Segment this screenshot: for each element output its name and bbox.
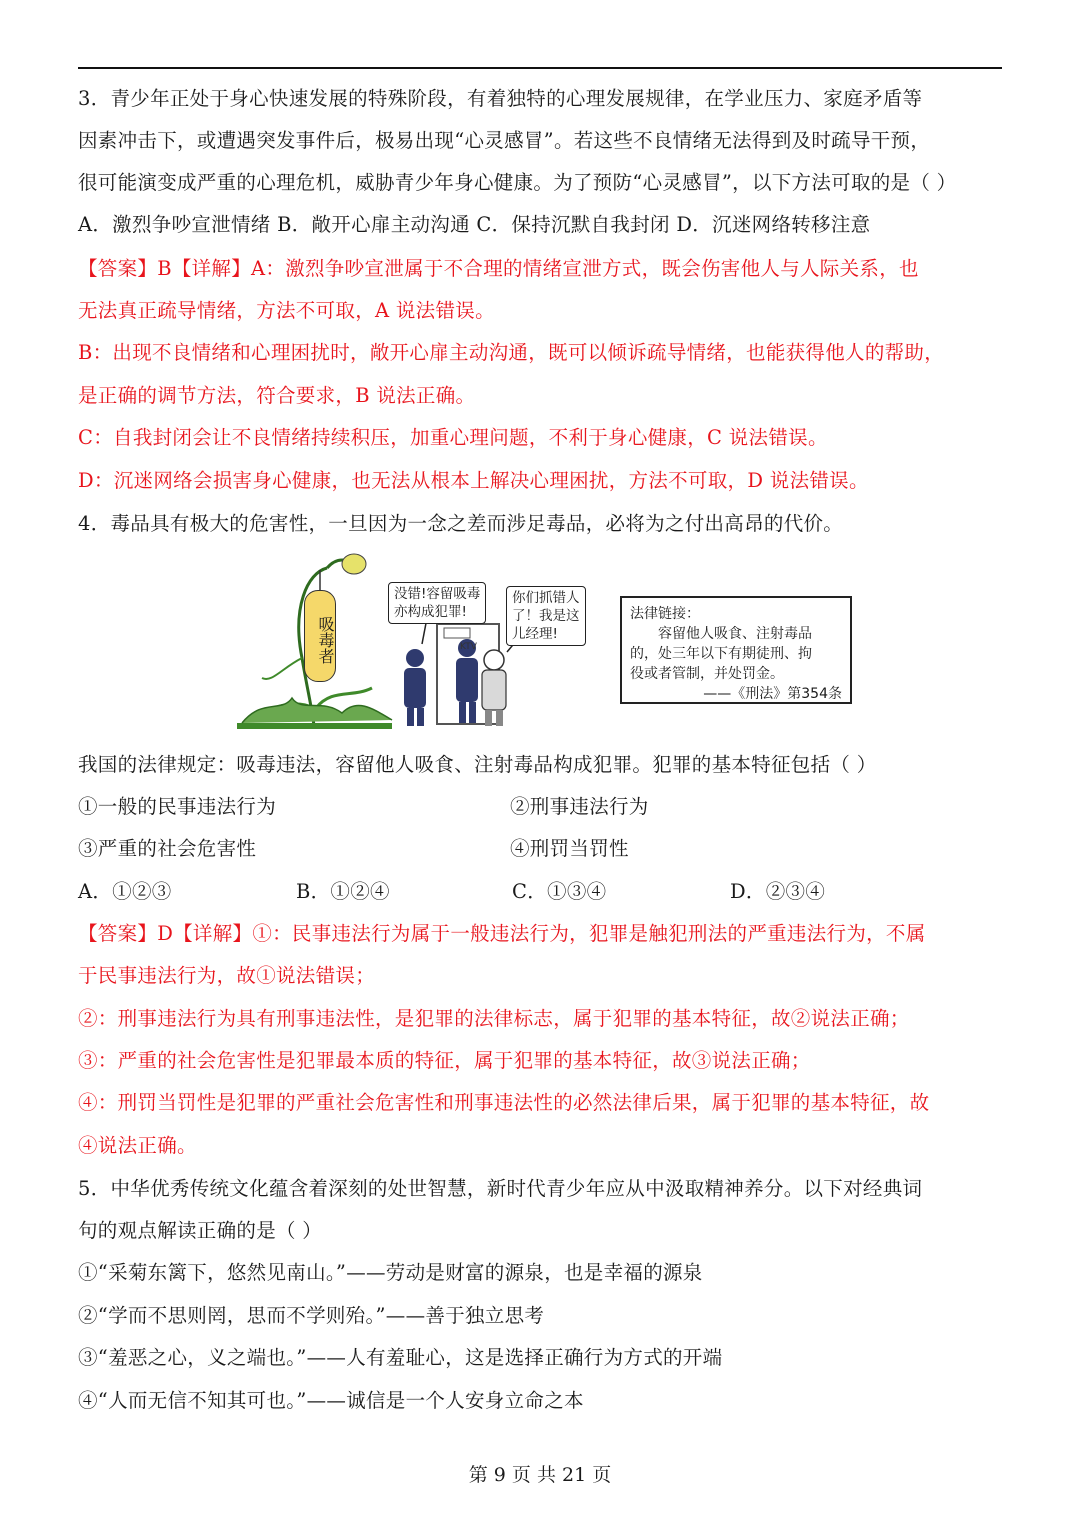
ktv-sign: KTV bbox=[460, 642, 477, 652]
manager-speech-bubble bbox=[506, 586, 586, 646]
header-rule bbox=[78, 67, 1002, 69]
q4-stem: 4．毒品具有极大的危害性，一旦因为一念之差而涉足毒品，必将为之付出高昂的代价。 bbox=[78, 512, 844, 535]
page-number-footer: 第 9 页 共 21 页 bbox=[468, 1464, 612, 1486]
q3-answer-line-5: C：自我封闭会让不良情绪持续积压，加重心理问题，不利于身心健康，C 说法错误。 bbox=[78, 426, 828, 449]
q4-answer-line-4: ③：严重的社会危害性是犯罪最本质的特征，属于犯罪的基本特征，故③说法正确； bbox=[78, 1049, 811, 1072]
manager-speech-line-1: 你们抓错人 bbox=[512, 590, 580, 606]
q4-item-2: ②刑事违法行为 bbox=[510, 795, 649, 818]
q4-item-1: ①一般的民事违法行为 bbox=[78, 795, 277, 818]
q5-stem-line-1: 5．中华优秀传统文化蕴含着深刻的处世智慧，新时代青少年应从中汲取精神养分。以下对经典词 bbox=[78, 1177, 923, 1200]
manager-speech-line-2: 了！我是这 bbox=[512, 608, 580, 624]
q4-items-row-1 bbox=[78, 793, 1018, 821]
q3-answer-line-6: D：沉迷网络会损害身心健康，也无法从根本上解决心理困扰，方法不可取，D 说法错误。 bbox=[78, 469, 869, 492]
police-speech-bubble bbox=[388, 582, 486, 624]
q3-stem-line-1: 3．青少年正处于身心快速发展的特殊阶段，有着独特的心理发展规律，在学业压力、家庭矛盾等 bbox=[78, 87, 923, 110]
q3-answer-line-3: B：出现不良情绪和心理困扰时，敞开心扉主动沟通，既可以倾诉疏导情绪，也能获得他人的帮助， bbox=[78, 341, 945, 364]
hanging-figure-label: 吸毒者 bbox=[304, 590, 336, 682]
q3-answer-line-4: 是正确的调节方法，符合要求，B 说法正确。 bbox=[78, 384, 476, 407]
law-text-line-1: 容留他人吸食、注射毒品 bbox=[658, 626, 812, 642]
q3-options: A．激烈争吵宣泄情绪 B．敞开心扉主动沟通 C．保持沉默自我封闭 D．沉迷网络转移注意 bbox=[78, 213, 871, 236]
law-link-box bbox=[620, 596, 852, 704]
police-speech-line-1: 没错!容留吸毒 bbox=[394, 586, 481, 602]
q5-item-3: ③“羞恶之心，义之端也。”——人有羞耻心，这是选择正确行为方式的开端 bbox=[78, 1346, 723, 1369]
q4-items-row-2 bbox=[78, 835, 1018, 863]
q3-answer-line-2: 无法真正疏导情绪，方法不可取，A 说法错误。 bbox=[78, 299, 495, 322]
q4-option-c: C．①③④ bbox=[512, 880, 607, 903]
q3-stem-line-3: 很可能演变成严重的心理危机，威胁青少年身心健康。为了预防“心灵感冒”，以下方法可取的是（ ） bbox=[78, 171, 957, 194]
q4-answer-line-2: 于民事违法行为，故①说法错误； bbox=[78, 964, 376, 987]
q4-answer-line-1: 【答案】D【详解】①：民事违法行为属于一般违法行为，犯罪是触犯刑法的严重违法行为，不属 bbox=[78, 922, 926, 945]
law-source: ——《刑法》第354条 bbox=[703, 686, 842, 702]
q4-answer-line-5: ④：刑罚当罚性是犯罪的严重社会危害性和刑事违法性的必然法律后果，属于犯罪的基本特征，故 bbox=[78, 1091, 930, 1114]
q4-option-d: D．②③④ bbox=[730, 880, 826, 903]
q4-item-3: ③严重的社会危害性 bbox=[78, 837, 257, 860]
law-text-line-3: 役或者管制，并处罚金。 bbox=[630, 666, 784, 682]
q3-answer-line-1: 【答案】B【详解】A：激烈争吵宣泄属于不合理的情绪宣泄方式，既会伤害他人与人际关系，也 bbox=[78, 257, 919, 280]
law-link-title: 法律链接： bbox=[630, 606, 700, 622]
q4-answer-line-6: ④说法正确。 bbox=[78, 1134, 197, 1157]
q4-cartoon bbox=[232, 548, 858, 738]
q4-answer-line-3: ②：刑事违法行为具有刑事违法性，是犯罪的法律标志，属于犯罪的基本特征，故②说法正确； bbox=[78, 1007, 910, 1030]
q3-stem-line-2: 因素冲击下，或遭遇突发事件后，极易出现“心灵感冒”。若这些不良情绪无法得到及时疏导干预， bbox=[78, 129, 931, 152]
law-text-line-2: 的，处三年以下有期徒刑、拘 bbox=[630, 646, 812, 662]
q5-item-4: ④“人而无信不知其可也。”——诚信是一个人安身立命之本 bbox=[78, 1389, 584, 1412]
q5-stem-line-2: 句的观点解读正确的是（ ） bbox=[78, 1219, 323, 1242]
q4-option-b: B．①②④ bbox=[296, 880, 390, 903]
manager-speech-line-3: 儿经理! bbox=[512, 626, 558, 642]
q5-item-1: ①“采菊东篱下，悠然见南山。”——劳动是财富的源泉，也是幸福的源泉 bbox=[78, 1261, 703, 1284]
q5-item-2: ②“学而不思则罔，思而不学则殆。”——善于独立思考 bbox=[78, 1304, 545, 1327]
q4-question: 我国的法律规定：吸毒违法，容留他人吸食、注射毒品构成犯罪。犯罪的基本特征包括（ ） bbox=[78, 753, 877, 776]
q4-option-a: A．①②③ bbox=[78, 880, 172, 903]
q4-item-4: ④刑罚当罚性 bbox=[510, 837, 629, 860]
police-speech-line-2: 亦构成犯罪! bbox=[394, 604, 467, 620]
